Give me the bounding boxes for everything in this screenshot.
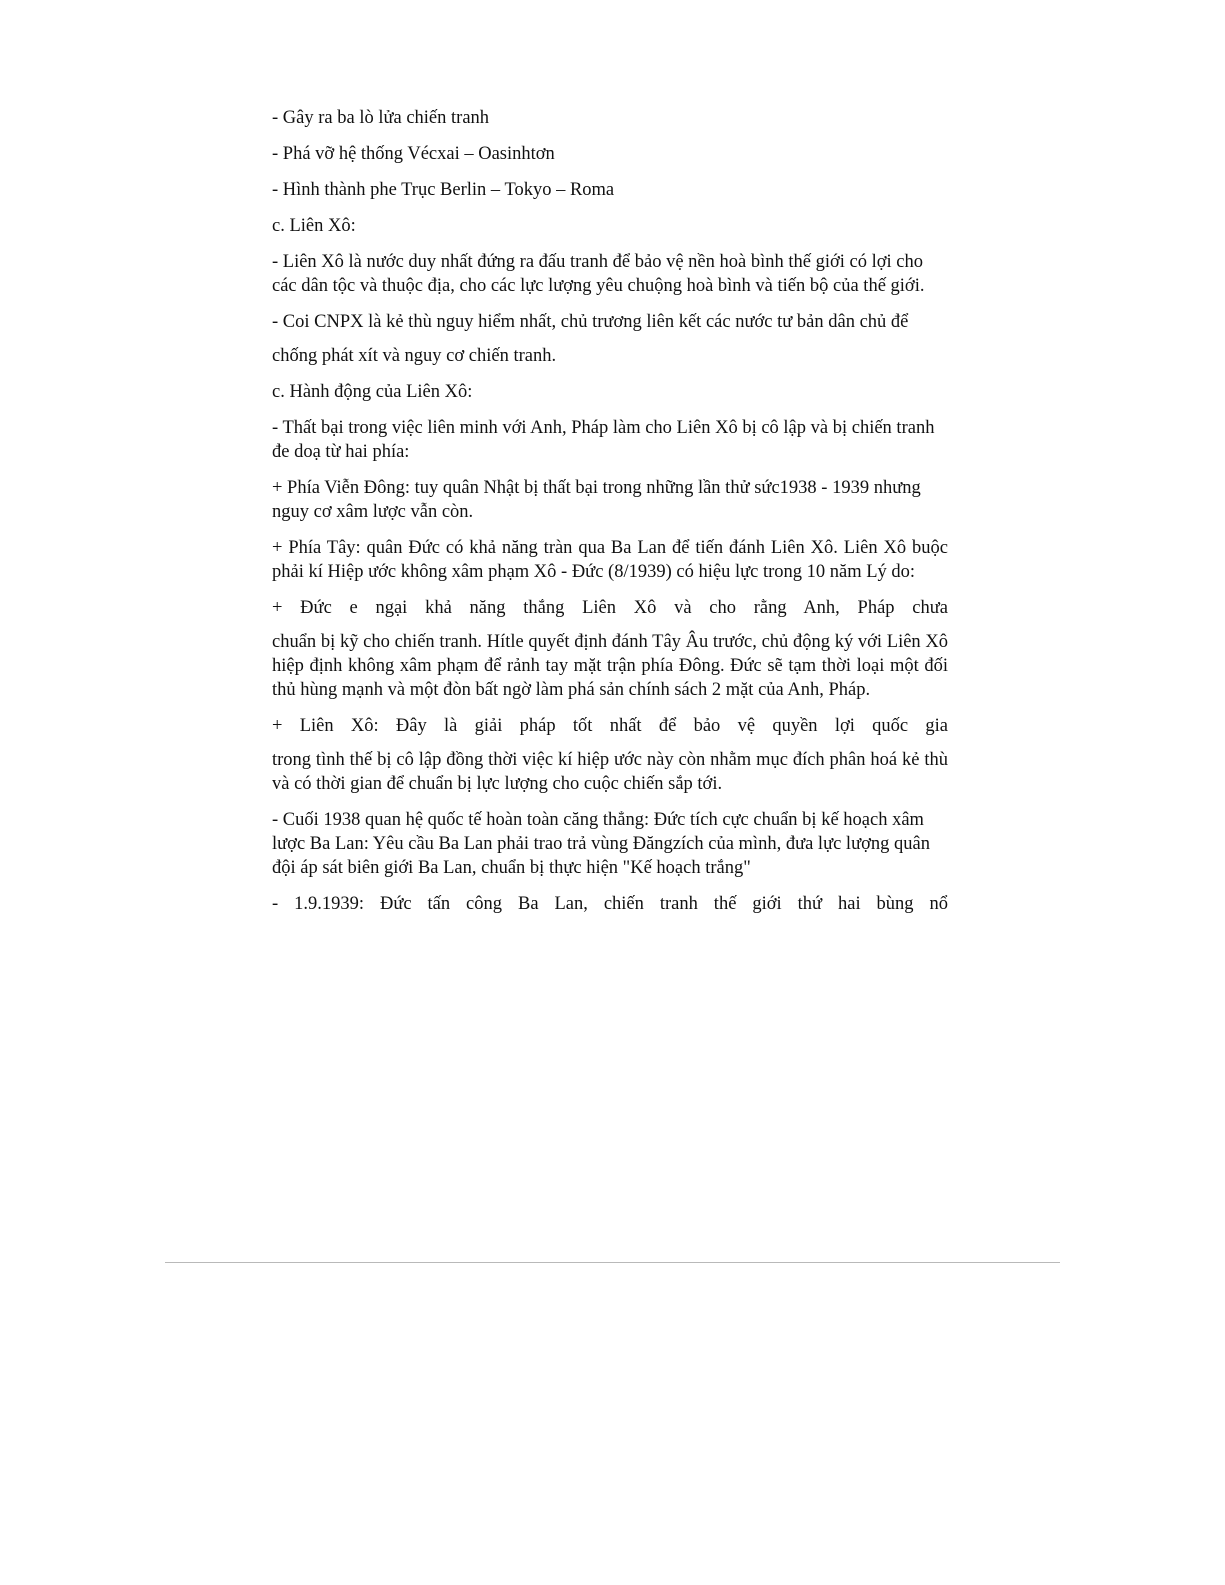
document-body	[272, 106, 948, 928]
paragraph-7: chống phát xít và nguy cơ chiến tranh.	[272, 346, 557, 366]
paragraph-9: - Thất bại trong việc liên minh với Anh, Pháp làm cho Liên Xô bị cô lập và bị chiến tranh đe doạ từ hai phía:	[272, 418, 935, 462]
paragraph-12: + Đức e ngại khả năng thắng Liên Xô và cho rằng Anh, Pháp chưa	[272, 598, 948, 618]
paragraph-3: - Hình thành phe Trục Berlin – Tokyo – Roma	[272, 180, 615, 200]
page-divider	[165, 1262, 1060, 1263]
paragraph-14: + Liên Xô: Đây là giải pháp tốt nhất để bảo vệ quyền lợi quốc gia	[272, 716, 948, 736]
paragraph-15: trong tình thế bị cô lập đồng thời việc kí hiệp ước này còn nhằm mục đích phân hoá kẻ thù và có thời gian để chuẩn bị lực lượng cho cuộc chiến sắp tới.	[272, 750, 948, 794]
section-heading-hanh-dong: c. Hành động của Liên Xô:	[272, 382, 473, 402]
paragraph-2: - Phá vỡ hệ thống Vécxai – Oasinhtơn	[272, 144, 555, 164]
paragraph-10: + Phía Viễn Đông: tuy quân Nhật bị thất bại trong những lần thử sức1938 - 1939 nhưng nguy cơ xâm lược vẫn còn.	[272, 478, 921, 522]
paragraph-6: - Coi CNPX là kẻ thù nguy hiểm nhất, chủ trương liên kết các nước tư bản dân chủ để	[272, 312, 909, 332]
paragraph-13: chuẩn bị kỹ cho chiến tranh. Hítle quyết định đánh Tây Âu trước, chủ động ký với Liên Xô hiệp định không xâm phạm để rảnh tay mặt trận phía Đông. Đức sẽ tạm thời loại một đối thủ hùng mạnh và một đòn bất ngờ làm phá sản chính sách 2 mặt của Anh, Pháp.	[272, 632, 948, 700]
paragraph-5: - Liên Xô là nước duy nhất đứng ra đấu tranh để bảo vệ nền hoà bình thế giới có lợi cho các dân tộc và thuộc địa, cho các lực lượng yêu chuộng hoà bình và tiến bộ của thế giới.	[272, 252, 925, 296]
section-heading-lien-xo: c. Liên Xô:	[272, 216, 356, 236]
paragraph-17: - 1.9.1939: Đức tấn công Ba Lan, chiến tranh thế giới thứ hai bùng nổ	[272, 894, 948, 914]
paragraph-11: + Phía Tây: quân Đức có khả năng tràn qua Ba Lan để tiến đánh Liên Xô. Liên Xô buộc phải kí Hiệp ước không xâm phạm Xô - Đức (8/1939) có hiệu lực trong 10 năm Lý do:	[272, 538, 948, 582]
paragraph-1: - Gây ra ba lò lửa chiến tranh	[272, 108, 490, 128]
paragraph-16: - Cuối 1938 quan hệ quốc tế hoàn toàn căng thẳng: Đức tích cực chuẩn bị kế hoạch xâm lược Ba Lan: Yêu cầu Ba Lan phải trao trả vùng Đăngzích của mình, đưa lực lượng quân đội áp sát biên giới Ba Lan, chuẩn bị thực hiện "Kế hoạch trắng"	[272, 810, 930, 878]
